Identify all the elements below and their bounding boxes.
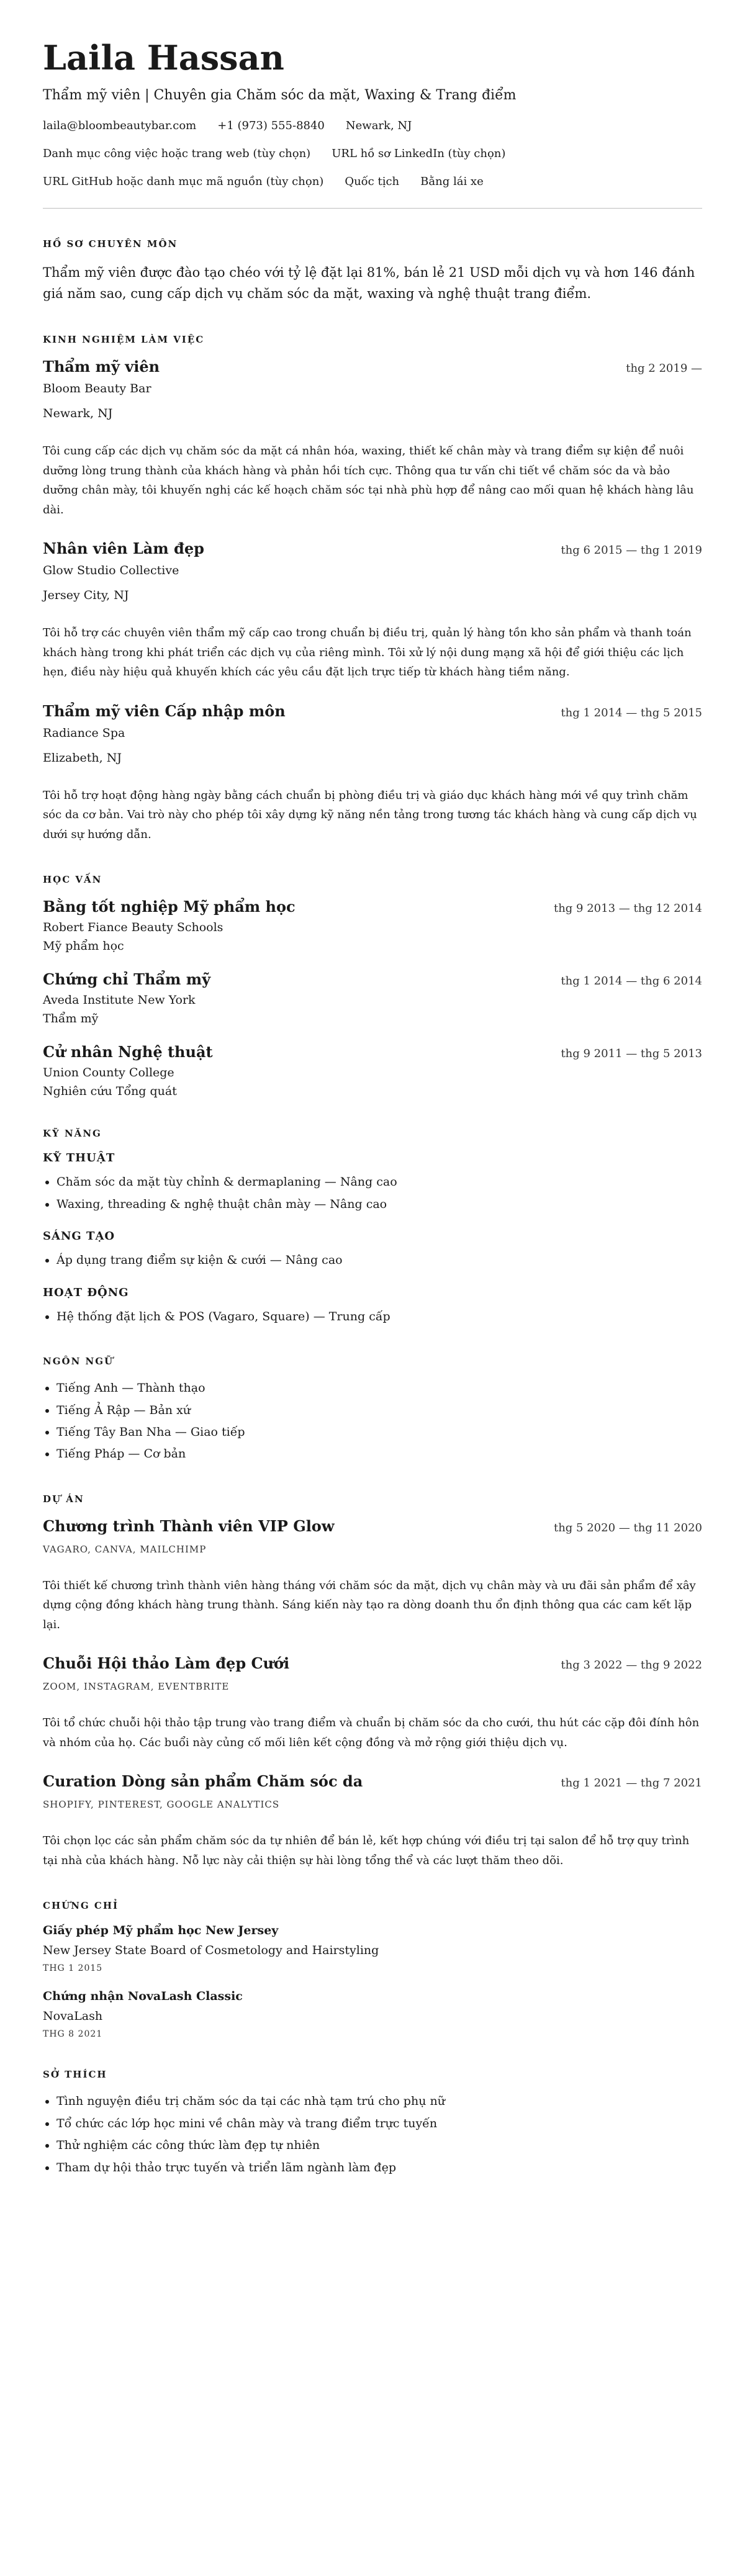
project-entry	[43, 1654, 702, 1752]
project-tools: SHOPIFY, PINTEREST, GOOGLE ANALYTICS	[43, 1799, 280, 1811]
extra-info-row	[43, 175, 702, 188]
job-location: Newark, NJ	[43, 407, 113, 421]
school-name: Aveda Institute New York	[43, 993, 196, 1007]
language-list	[43, 1379, 702, 1464]
education-entry	[43, 1043, 702, 1098]
language-item: • Tiếng Anh — Thành thạo	[56, 1379, 702, 1397]
nationality: Quốc tịch	[345, 175, 400, 189]
skill-category-title: HOẠT ĐỘNG	[43, 1286, 129, 1299]
contact-row	[43, 119, 702, 132]
job-dates: thg 2 2019 —	[626, 362, 702, 376]
interest-item: • Tổ chức các lớp học mini về chân mày và trang điểm trực tuyến	[56, 2115, 702, 2133]
project-entry	[43, 1517, 702, 1635]
field-of-study: Mỹ phẩm học	[43, 939, 124, 953]
school-name: Robert Fiance Beauty Schools	[43, 921, 224, 935]
certification-issuer: NovaLash	[43, 2009, 103, 2024]
job-location: Jersey City, NJ	[43, 588, 129, 603]
certification-date: THG 1 2015	[43, 1963, 103, 1974]
education-dates: thg 9 2011 — thg 5 2013	[561, 1047, 702, 1061]
education-entry	[43, 970, 702, 1025]
section-title-projects: DỰ ÁN	[43, 1493, 84, 1505]
degree-title: Chứng chỉ Thẩm mỹ	[43, 970, 211, 989]
interest-list	[43, 2092, 702, 2177]
degree-title: Cử nhân Nghệ thuật	[43, 1043, 213, 1061]
certification-name: Giấy phép Mỹ phẩm học New Jersey	[43, 1924, 279, 1938]
summary-text: Thẩm mỹ viên được đào tạo chéo với tỷ lệ đặt lại 81%, bán lẻ 21 USD mỗi dịch vụ và hơn 146 đánh giá năm sao, cung cấp dịch vụ chăm sóc da mặt, waxing và nghệ thuật trang điểm.	[43, 265, 695, 302]
degree-title: Bằng tốt nghiệp Mỹ phẩm học	[43, 898, 296, 916]
skill-category-title: KỸ THUẬT	[43, 1151, 115, 1165]
project-dates: thg 3 2022 — thg 9 2022	[561, 1659, 702, 1672]
email-link[interactable]: laila@bloombeautybar.com	[43, 119, 197, 133]
experience-entry	[43, 539, 702, 682]
headline: Thẩm mỹ viên | Chuyên gia Chăm sóc da mặt, Waxing & Trang điểm	[43, 88, 517, 104]
job-title: Nhân viên Làm đẹp	[43, 539, 204, 558]
experience-entry	[43, 358, 702, 520]
project-entry	[43, 1772, 702, 1870]
education-entry	[43, 898, 702, 953]
school-name: Union County College	[43, 1066, 174, 1080]
section-title-experience: KINH NGHIỆM LÀM VIỆC	[43, 334, 205, 346]
field-of-study: Nghiên cứu Tổng quát	[43, 1084, 177, 1099]
certification-entry	[43, 1924, 702, 1973]
job-description: Tôi cung cấp các dịch vụ chăm sóc da mặt cá nhân hóa, waxing, thiết kế chân mày và trang điểm sự kiện để nuôi dưỡng lòng trung thành của khách hàng và phản hồi tích cực. Thông qua tư vấn chi tiết về chăm sóc da và bảo dưỡng chân mày, tôi khuyến nghị các kế hoạch chăm sóc tại nhà phù hợp để nâng cao mối quan hệ khách hàng lâu dài.	[43, 444, 694, 516]
links-row	[43, 147, 702, 160]
skill-item: • Áp dụng trang điểm sự kiện & cưới — Nâng cao	[56, 1251, 702, 1269]
employer: Radiance Spa	[43, 726, 125, 740]
project-tools: ZOOM, INSTAGRAM, EVENTBRITE	[43, 1681, 230, 1693]
phone-number: +1 (973) 555-8840	[217, 119, 325, 133]
job-dates: thg 6 2015 — thg 1 2019	[561, 544, 702, 557]
skill-list	[43, 1308, 702, 1326]
job-location: Elizabeth, NJ	[43, 750, 122, 765]
project-description: Tôi thiết kế chương trình thành viên hàng tháng với chăm sóc da mặt, dịch vụ chân mày và ưu đãi sản phẩm để xây dựng cộng đồng khách hàng trung thành. Sáng kiến này tạo ra dòng doanh thu ổn định thông qua các cam kết lặp lại.	[43, 1578, 696, 1631]
linkedin-link[interactable]: URL hồ sơ LinkedIn (tùy chọn)	[332, 147, 506, 161]
driving-license: Bằng lái xe	[420, 175, 484, 189]
project-dates: thg 1 2021 — thg 7 2021	[561, 1777, 702, 1790]
skill-category-title: SÁNG TẠO	[43, 1230, 115, 1243]
candidate-name: Laila Hassan	[43, 38, 284, 78]
project-description: Tôi tổ chức chuỗi hội thảo tập trung vào trang điểm và chuẩn bị chăm sóc da cho cưới, thu hút các cặp đôi đính hôn và nhóm của họ. Các buổi này củng cố mối liên kết cộng đồng và mở rộng giới thiệu dịch vụ.	[43, 1716, 700, 1749]
header-divider	[43, 208, 702, 209]
certification-entry	[43, 1989, 702, 2039]
job-description: Tôi hỗ trợ hoạt động hàng ngày bằng cách chuẩn bị phòng điều trị và giáo dục khách hàng mới về quy trình chăm sóc da cơ bản. Vai trò này cho phép tôi xây dựng kỹ năng nền tảng trong tương tác khách hàng và cung cấp dịch vụ dưới sự hướng dẫn.	[43, 788, 697, 841]
certification-name: Chứng nhận NovaLash Classic	[43, 1989, 243, 2004]
project-title: Chuỗi Hội thảo Làm đẹp Cưới	[43, 1654, 290, 1673]
language-item: • Tiếng Pháp — Cơ bản	[56, 1445, 702, 1463]
section-title-certifications: CHỨNG CHỈ	[43, 1900, 119, 1912]
interest-item: • Tham dự hội thảo trực tuyến và triển lãm ngành làm đẹp	[56, 2159, 702, 2177]
employer: Glow Studio Collective	[43, 564, 179, 578]
section-title-summary: HỒ SƠ CHUYÊN MÔN	[43, 238, 178, 250]
skill-list	[43, 1251, 702, 1269]
job-title: Thẩm mỹ viên	[43, 358, 160, 376]
section-title-skills: KỸ NĂNG	[43, 1128, 102, 1140]
project-title: Chương trình Thành viên VIP Glow	[43, 1516, 335, 1535]
education-dates: thg 1 2014 — thg 6 2014	[561, 975, 702, 988]
experience-entry	[43, 702, 702, 845]
skill-item: • Hệ thống đặt lịch & POS (Vagaro, Square) — Trung cấp	[56, 1308, 702, 1326]
interest-item: • Tình nguyện điều trị chăm sóc da tại các nhà tạm trú cho phụ nữ	[56, 2092, 702, 2110]
employer: Bloom Beauty Bar	[43, 382, 151, 396]
interest-item: • Thử nghiệm các công thức làm đẹp tự nhiên	[56, 2137, 702, 2155]
certification-issuer: New Jersey State Board of Cosmetology and Hairstyling	[43, 1943, 379, 1958]
portfolio-link[interactable]: Danh mục công việc hoặc trang web (tùy chọn)	[43, 147, 311, 161]
job-dates: thg 1 2014 — thg 5 2015	[561, 706, 702, 719]
project-dates: thg 5 2020 — thg 11 2020	[553, 1521, 702, 1534]
job-title: Thẩm mỹ viên Cấp nhập môn	[43, 701, 286, 720]
certification-date: THG 8 2021	[43, 2029, 103, 2040]
education-dates: thg 9 2013 — thg 12 2014	[553, 902, 702, 916]
section-title-interests: SỞ THÍCH	[43, 2069, 107, 2081]
language-item: • Tiếng Ả Rập — Bản xứ	[56, 1402, 702, 1420]
section-title-languages: NGÔN NGỮ	[43, 1356, 114, 1367]
github-link[interactable]: URL GitHub hoặc danh mục mã nguồn (tùy chọn)	[43, 175, 324, 189]
project-description: Tôi chọn lọc các sản phẩm chăm sóc da tự nhiên để bán lẻ, kết hợp chúng với điều trị tại salon để hỗ trợ quy trình tại nhà của khách hàng. Nỗ lực này cải thiện sự hài lòng tổng thể và các lượt thăm theo dõi.	[43, 1834, 690, 1867]
project-tools: VAGARO, CANVA, MAILCHIMP	[43, 1543, 207, 1555]
language-item: • Tiếng Tây Ban Nha — Giao tiếp	[56, 1423, 702, 1441]
skill-list	[43, 1173, 702, 1214]
field-of-study: Thẩm mỹ	[43, 1012, 99, 1026]
skill-item: • Chăm sóc da mặt tùy chỉnh & dermaplaning — Nâng cao	[56, 1173, 702, 1191]
skill-item: • Waxing, threading & nghệ thuật chân mày — Nâng cao	[56, 1196, 702, 1214]
section-title-education: HỌC VẤN	[43, 874, 102, 886]
location: Newark, NJ	[345, 119, 412, 133]
project-title: Curation Dòng sản phẩm Chăm sóc da	[43, 1772, 363, 1791]
job-description: Tôi hỗ trợ các chuyên viên thẩm mỹ cấp cao trong chuẩn bị điều trị, quản lý hàng tồn kho sản phẩm và thanh toán khách hàng trong khi phát triển các dịch vụ của riêng mình. Tôi xử lý nội dung mạng xã hội để giới thiệu các lịch hẹn, điều này hiệu quả khuyến khích các yêu cầu đặt lịch trực tiếp từ khách hàng tiềm năng.	[43, 626, 692, 679]
